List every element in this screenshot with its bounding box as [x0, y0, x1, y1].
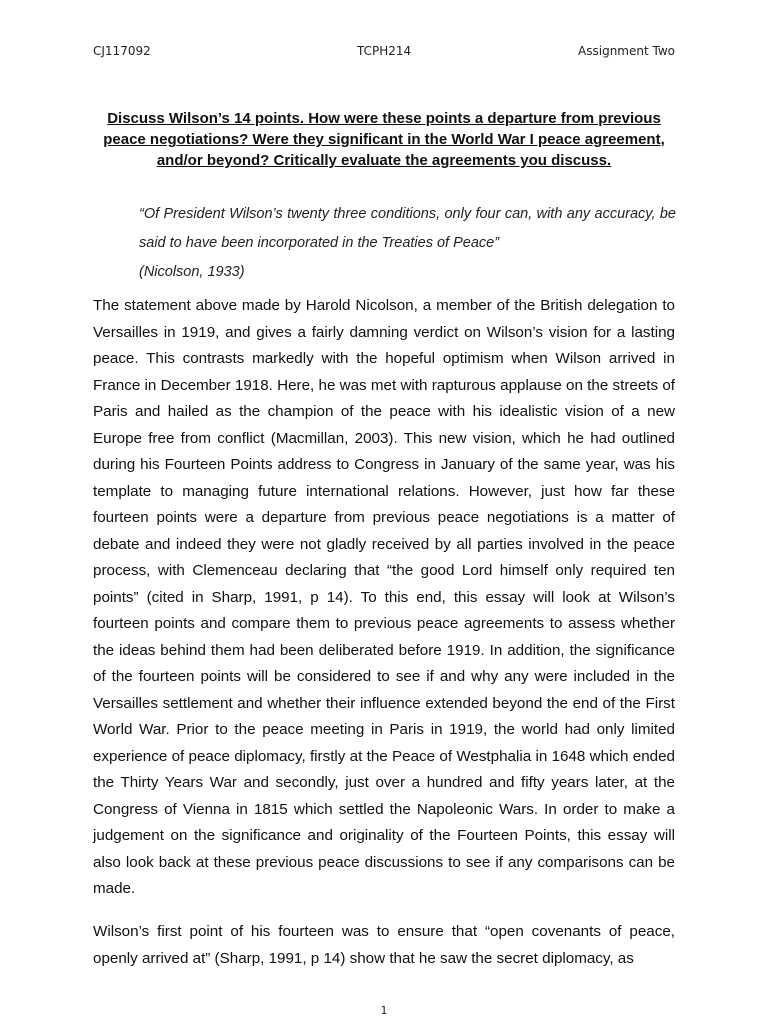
page-header — [93, 44, 675, 64]
body-paragraph-1: The statement above made by Harold Nicolson, a member of the British delegation to Versailles in 1919, and gives a fairly damning verdict on Wilson’s vision for a lasting peace. This contrasts markedly with the hopeful optimism when Wilson arrived in France in December 1918. Here, he was met with rapturous applause on the streets of Paris and hailed as the champion of the peace with his idealistic vision of a new Europe free from conflict (Macmillan, 2003). This new vision, which he had outlined during his Fourteen Points address to Congress in January of the same year, was his template to managing future international relations. However, just how far these fourteen points were a departure from previous peace negotiations is a matter of debate and indeed they were not gladly received by all parties involved in the peace process, with Clemenceau declaring that “the good Lord himself only required ten points” (cited in Sharp, 1991, p 14). To this end, this essay will look at Wilson’s fourteen points and compare them to previous peace agreements to assess whether the ideas behind them had been deliberated before 1919. In addition, the significance of the fourteen points will be considered to see if and why any were included in the Versailles settlement and whether their influence extended beyond the end of the First World War. Prior to the peace meeting in Paris in 1919, the world had only limited experience of peace diplomacy, firstly at the Peace of Westphalia in 1648 which ended the Thirty Years War and secondly, just over a hundred and fifty years later, at the Congress of Vienna in 1815 which settled the Napoleonic Wars. In order to make a judgement on the significance and originality of the Fourteen Points, this essay will also look back at these previous peace discussions to see if any comparisons can be made. — [93, 297, 675, 897]
opening-quote — [139, 200, 676, 287]
course-code: TCPH214 — [357, 44, 412, 58]
essay-title: Discuss Wilson’s 14 points. How were these points a departure from previous peace negotiations? Were they significant in the World War I peace agreement, and/or beyond? Critically evaluate the agreements you discuss. — [103, 110, 665, 169]
body-paragraph-2: Wilson’s first point of his fourteen was to ensure that “open covenants of peace, openly arrived at” (Sharp, 1991, p 14) show that he saw the secret diplomacy, as — [93, 923, 675, 967]
quote-text: “Of President Wilson’s twenty three conditions, only four can, with any accuracy, be said to have been incorporated in the Treaties of Peace” — [139, 206, 676, 251]
assignment-label: Assignment Two — [578, 44, 675, 58]
page-number: 1 — [380, 1004, 388, 1017]
student-id: CJ117092 — [93, 44, 151, 58]
quote-citation: (Nicolson, 1933) — [139, 264, 245, 280]
